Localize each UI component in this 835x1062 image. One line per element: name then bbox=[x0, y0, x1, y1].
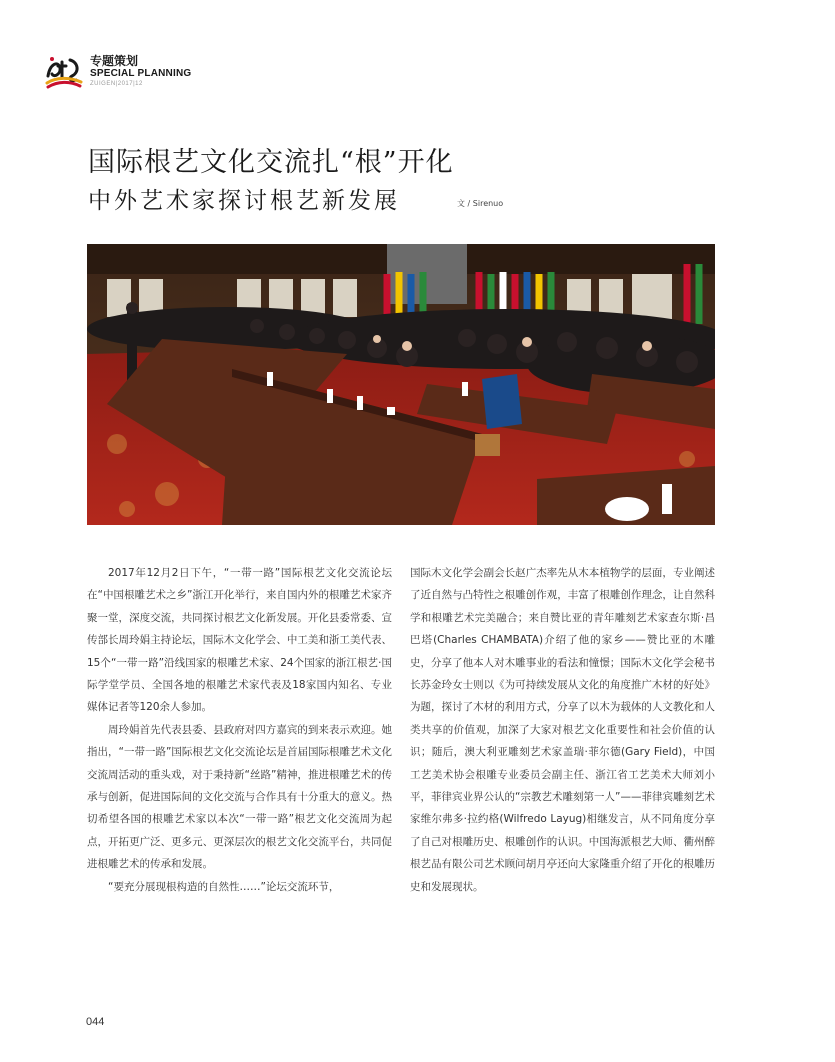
forum-photo bbox=[87, 244, 715, 525]
text-column-left bbox=[87, 562, 392, 898]
byline: 文 / Sirenuo bbox=[457, 199, 504, 208]
issue-code: ZUIGEN|2017|12 bbox=[90, 81, 143, 87]
magazine-logo-icon bbox=[44, 52, 84, 92]
paragraph: 国际木文化学会副会长赵广杰率先从木本植物学的层面，专业阐述了近自然与凸特性之根雕创作观，丰富了根雕创作理念，让自然科学和根雕艺术完美融合；来自赞比亚的青年雕刻艺术家查尔斯·昌巴塔(Charles CHAMBATA)介绍了他的家乡——赞比亚的木雕史，分享了他本人对木雕事业的看法和憧憬；国际木文化学会秘书长苏金玲女士则以《为可持续发展从文化的角度推广木材的好处》为题，探讨了木材的利用方式，分享了以木为载体的人文教化和人类共享的价值观，加深了大家对根艺文化重要性和社会价值的认识；随后，澳大利亚雕刻艺术家盖瑞·菲尔德(Gary Field)，中国工艺美术协会根雕专业委员会副主任、浙江省工艺美术大师刘小平，菲律宾业界公认的“宗教艺术雕刻第一人”——菲律宾雕刻艺术家维尔弗多·拉约格(Wilfredo Layug)相继发言，从不同角度分享了自己对根雕历史、根雕创作的认识。中国海派根艺大师、衢州醉根艺品有限公司艺术顾问胡月亭还向大家隆重介绍了开化的根雕历史和发展现状。 bbox=[410, 567, 715, 893]
article-subtitle: 中外艺术家探讨根艺新发展 bbox=[88, 188, 400, 214]
section-label-en: SPECIAL PLANNING bbox=[90, 68, 192, 79]
section-header bbox=[44, 52, 304, 96]
text-column-right bbox=[410, 562, 715, 898]
article-title: 国际根艺文化交流扎“根”开化 bbox=[88, 147, 454, 178]
page-number: 044 bbox=[86, 1016, 105, 1028]
paragraph: 2017年12月2日下午，“一带一路”国际根艺文化交流论坛在“中国根雕艺术之乡”浙江开化举行，来自国内外的根雕艺术家齐聚一堂，深度交流，共同探讨根艺文化新发展。开化县委常委、宣传部长周玲娟主持论坛，国际木文化学会、中工美和浙工美代表、15个“一带一路”沿线国家的根雕艺术家、24个国家的浙江根艺·国际学堂学员、全国各地的根雕艺术家代表及18家国内知名、专业媒体记者等120余人参加。 bbox=[87, 567, 392, 714]
section-label-cn: 专题策划 bbox=[90, 54, 139, 68]
paragraph: “要充分展现根构造的自然性……”论坛交流环节， bbox=[108, 880, 340, 893]
paragraph: 周玲娟首先代表县委、县政府对四方嘉宾的到来表示欢迎。她指出，“一带一路”国际根艺文化交流论坛是首届国际根雕艺术文化交流周活动的重头戏，对于秉持新“丝路”精神，推进根雕艺术的传承与创新，促进国际间的文化交流与合作具有十分重大的意义。热切希望各国的根雕艺术家以本次“一带一路”根艺文化交流周为起点，开拓更广泛、更多元、更深层次的根艺文化交流平台，共同促进根雕艺术的传承和发展。 bbox=[87, 723, 392, 871]
